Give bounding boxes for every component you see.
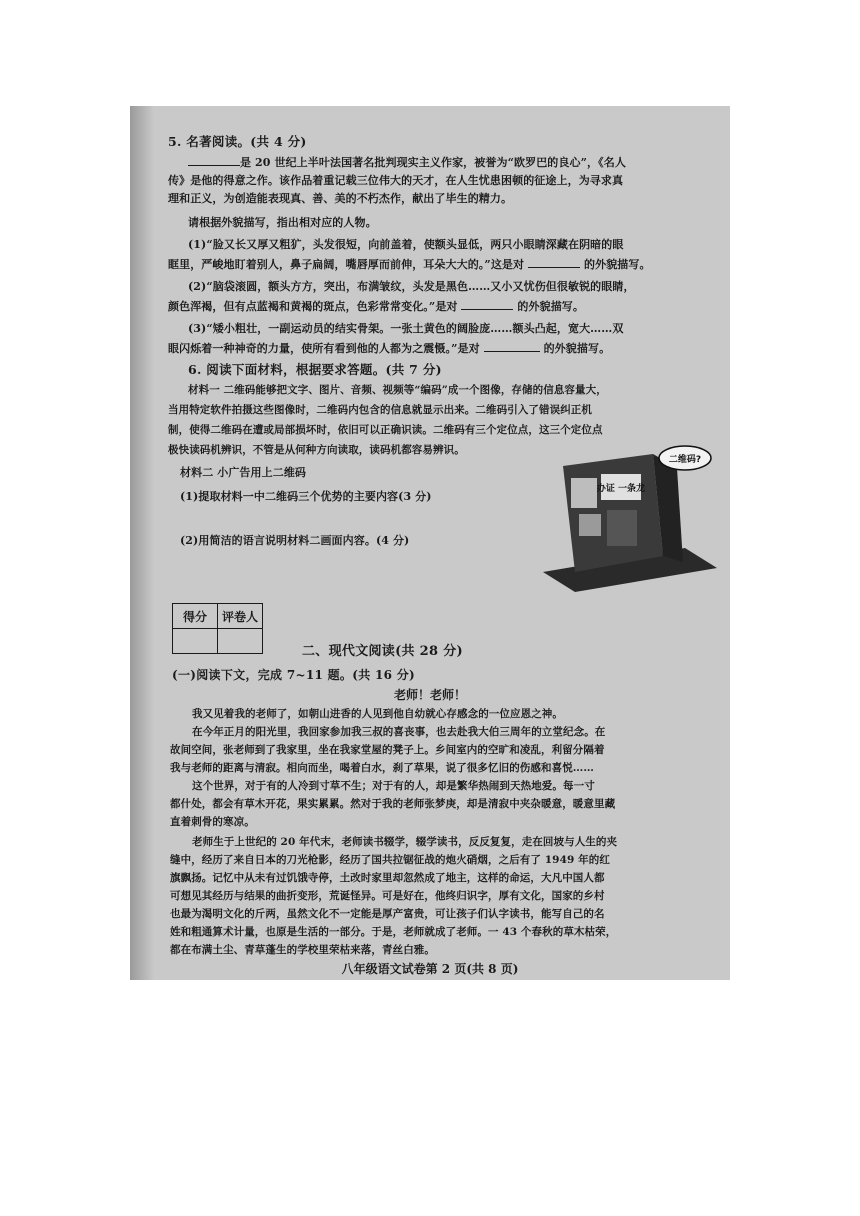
answer-blank[interactable] bbox=[188, 155, 240, 166]
grade-table bbox=[172, 603, 263, 654]
scan-torn-edge bbox=[130, 106, 154, 980]
q5-item1-line2: 眶里，严峻地盯着别人，鼻子扁阔，嘴唇厚而前伸，耳朵大大的。”这是对 的外貌描写。 bbox=[168, 258, 651, 271]
cartoon-poster-left bbox=[571, 478, 597, 508]
article-p4-line7: 都在布满土尘、青草蓬生的学校里荣枯来落，青丝白雅。 bbox=[170, 944, 435, 956]
q5-item3-line2: 眼闪烁着一种神奇的力量，使所有看到他的人都为之震慑。”是对 的外貌描写。 bbox=[168, 342, 611, 355]
page-footer: 八年级语文试卷第 2 页(共 8 页) bbox=[341, 962, 519, 976]
q5-intro-line3: 理和正义，为创造能表现真、善、美的不朽杰作，献出了毕生的精力。 bbox=[168, 192, 513, 205]
grade-col-score: 得分 bbox=[173, 604, 218, 629]
answer-blank-2[interactable] bbox=[461, 299, 513, 310]
cartoon-bubble-text: 二维码? bbox=[668, 455, 702, 465]
q5-item1-line1: (1)“脸又长又厚又粗犷，头发很短，向前盖着，使额头显低，两只小眼睛深藏在阴暗的眼 bbox=[188, 238, 624, 251]
q6-material1-line3: 制，使得二维码在遭或局部损坏时，依旧可以正确识读。二维码有三个定位点，这三个定位点 bbox=[168, 424, 603, 436]
cartoon-sign-text: 办证 一条龙 bbox=[596, 484, 646, 494]
cartoon-person bbox=[607, 510, 637, 546]
q6-title: 6. 阅读下面材料，根据要求答题。(共 7 分) bbox=[188, 362, 442, 377]
score-cell[interactable] bbox=[173, 629, 218, 654]
grade-col-grader: 评卷人 bbox=[218, 604, 263, 629]
article-p3-line2: 都什处，都会有草木开花，果实累累。然对于我的老师张梦庚，却是清寂中夹杂暖意，暖意里藏 bbox=[170, 798, 616, 810]
article-p2-line3: 我与老师的距离与清寂。相向而坐，喝着白水，刹了草果，说了很多忆旧的伤感和喜悦…… bbox=[170, 762, 594, 774]
grader-cell[interactable] bbox=[218, 629, 263, 654]
article-p4-line2: 缝中，经历了来自日本的刀光枪影，经历了国共拉锯征战的炮火硝烟，之后有了 1949 年的红 bbox=[170, 854, 610, 866]
article-p4-line1: 老师生于上世纪的 20 年代末，老师读书辍学，辍学读书，反反复复，走在回坡与人生的夹 bbox=[192, 836, 618, 848]
article-p2-line2: 故间空间，张老师到了我家里，坐在我家堂屋的凳子上。乡间室内的空旷和凌乱，利留分隔着 bbox=[170, 744, 605, 756]
q6-material1-line2: 当用特定软件拍摄这些图像时，二维码内包含的信息就显示出来。二维码引入了错误纠正机 bbox=[168, 404, 592, 416]
answer-blank-1[interactable] bbox=[528, 257, 580, 268]
q5-prompt: 请根据外貌描写，指出相对应的人物。 bbox=[188, 216, 377, 229]
q6-material1-line4: 极快读码机辨识，不管是从何种方向读取，读码机都容易辨识。 bbox=[168, 444, 465, 456]
q6-subquestion2: (2)用简洁的语言说明材料二画面内容。(4 分) bbox=[180, 534, 410, 547]
q6-material2-title: 材料二 小广告用上二维码 bbox=[180, 466, 307, 479]
article-p4-line5: 也最为渴明文化的斤两，虽然文化不一定能是厚产富贵，可让孩子们认字读书，能写自己的名 bbox=[170, 908, 605, 920]
q6-subquestion1: (1)提取材料一中二维码三个优势的主要内容(3 分) bbox=[180, 490, 432, 503]
q5-intro-line1: 是 20 世纪上半叶法国著名批判现实主义作家，被誉为“欧罗巴的良心”，《名人 bbox=[188, 154, 626, 170]
q5-item3-line1: (3)“矮小粗壮，一副运动员的结实骨架。一张土黄色的阔脸庞……额头凸起，宽大……双 bbox=[188, 322, 624, 335]
cartoon-qr-code bbox=[579, 514, 601, 536]
article-p4-line4: 可想见其经历与结果的曲折变形，荒诞怪异。可是好在，他终归识字，厚有文化，国家的乡村 bbox=[170, 890, 605, 902]
article-p1: 我又见着我的老师了，如朝山进香的人见到他自幼就心存感念的一位应恩之神。 bbox=[192, 708, 563, 720]
section2-title: 二、现代文阅读(共 28 分) bbox=[302, 644, 463, 659]
q5-title: 5. 名著阅读。(共 4 分) bbox=[168, 134, 307, 149]
q6-material1-line1: 材料一 二维码能够把文字、图片、音频、视频等“编码”成一个图像，存储的信息容量大， bbox=[188, 384, 607, 396]
article-p2-line1: 在今年正月的阳光里，我回家参加我三叔的喜丧事，也去赴我大伯三周年的立堂纪念。在 bbox=[192, 726, 606, 738]
qr-ad-cartoon bbox=[535, 444, 720, 594]
section2-part1: (一)阅读下文，完成 7~11 题。(共 16 分) bbox=[172, 668, 416, 682]
q5-item2-line2: 颜色浑褐，但有点蓝褐和黄褐的斑点，色彩常常变化。”是对 的外貌描写。 bbox=[168, 300, 585, 313]
article-p4-line3: 旗飘扬。记忆中从未有过饥饿寺停，土改时家里却忽然成了地主，这样的命运，大凡中国人都 bbox=[170, 872, 605, 884]
article-p4-line6: 姓和粗通算术计量，也原是生活的一部分。于是，老师就成了老师。一 43 个春秋的草木枯荣， bbox=[170, 926, 617, 938]
q5-item2-line1: (2)“脑袋滚圆，额头方方，突出，布满皱纹，头发是黑色……又小又忧伤但很敏锐的眼睛， bbox=[188, 280, 635, 293]
article-p3-line1: 这个世界，对于有的人冷到寸草不生；对于有的人，却是繁华热闹到天热地爱。每一寸 bbox=[192, 780, 595, 792]
exam-page-scan bbox=[130, 106, 730, 980]
article-p3-line3: 直着刺骨的寒凉。 bbox=[170, 816, 255, 828]
article-title: 老师！老师！ bbox=[393, 688, 466, 702]
answer-blank-3[interactable] bbox=[484, 341, 540, 352]
q5-intro-line2: 传》是他的得意之作。该作品着重记载三位伟大的天才，在人生忧患困顿的征途上，为寻求真 bbox=[168, 174, 624, 187]
